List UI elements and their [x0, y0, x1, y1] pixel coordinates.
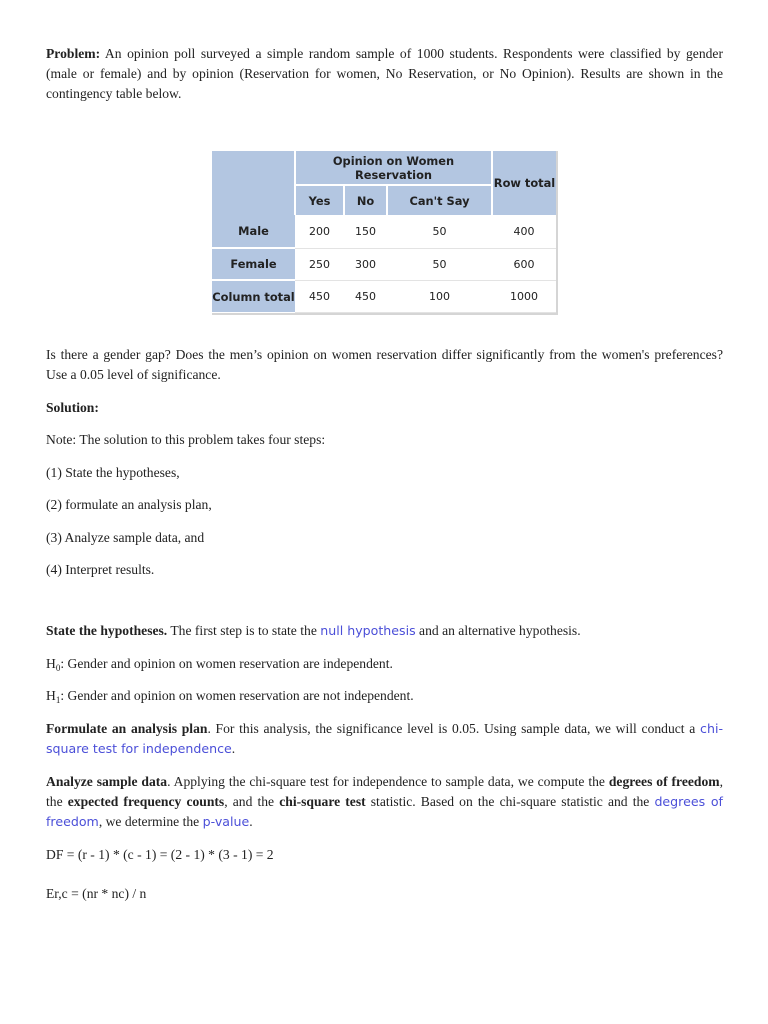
table-cell: 50	[387, 248, 492, 280]
step-item: (2) formulate an analysis plan,	[46, 497, 212, 512]
solution-label: Solution:	[46, 400, 99, 415]
table-cell: 150	[344, 215, 387, 248]
note-paragraph: Note: The solution to this problem takes four steps:	[46, 432, 326, 447]
p-value-link[interactable]: p-value	[202, 814, 250, 829]
column-header-no: No	[344, 185, 387, 215]
intro-text: An opinion poll surveyed a simple random sample of 1000 students. Respondents were classified by gender (male or female) and by opinion (Reservation for women, No Reservation, or No Opinion). Results are shown in the contingency table below.	[46, 46, 723, 101]
analyze-paragraph: Analyze sample data. Applying the chi-square test for independence to sample data, we compute the degrees of freedom, the expected frequency counts, and the chi-square test statistic. Based on the chi-square statistic and the degrees of freedom, we determine the p-value.	[46, 774, 723, 829]
row-total-cell: 1000	[492, 280, 556, 312]
group-header: Opinion on Women Reservation	[295, 151, 492, 185]
table-cell: 450	[295, 280, 344, 312]
row-label-column-total: Column total	[212, 280, 295, 312]
table-row	[212, 215, 556, 248]
h1-statement: $H_1$: Gender and opinion on women reservation are not independent.	[46, 688, 414, 705]
chi-square-test-link[interactable]: chi-square test for independence	[46, 721, 723, 756]
hypotheses-text: The first step is to state the	[167, 623, 321, 638]
analyze-label: Analyze sample data	[46, 774, 168, 789]
table-corner-cell	[212, 151, 295, 215]
row-total-cell: 400	[492, 215, 556, 248]
column-header-cant-say: Can't Say	[387, 185, 492, 215]
hypotheses-label: State the hypotheses.	[46, 623, 168, 638]
hypotheses-text-after: and an alternative hypothesis.	[415, 623, 581, 638]
row-total-cell: 600	[492, 248, 556, 280]
intro-paragraph	[46, 44, 723, 104]
plan-paragraph: Formulate an analysis plan. For this analysis, the significance level is 0.05. Using sample data, we will conduct a chi-square test for independence.	[46, 721, 723, 756]
row-label-female: Female	[212, 248, 295, 280]
table-cell: 100	[387, 280, 492, 312]
table-cell: 200	[295, 215, 344, 248]
table-cell: 300	[344, 248, 387, 280]
degrees-of-freedom-link[interactable]: degrees of freedom	[46, 794, 723, 829]
intro-label: Problem:	[46, 46, 101, 61]
table-row	[212, 248, 556, 280]
row-label-male: Male	[212, 215, 295, 248]
row-total-header: Row total	[492, 151, 556, 215]
table-cell: 450	[344, 280, 387, 312]
column-header-yes: Yes	[295, 185, 344, 215]
table-row	[212, 280, 556, 312]
plan-text: . For this analysis, the significance level is 0.05. Using sample data, we will conduct a	[207, 721, 701, 736]
step-item: (3) Analyze sample data, and	[46, 530, 205, 545]
h0-statement: $H_0$: Gender and opinion on women reservation are independent.	[46, 656, 393, 673]
df-formula: DF = (r - 1) * (c - 1) = (2 - 1) * (3 - 1) = 2	[46, 847, 274, 862]
step-item: (4) Interpret results.	[46, 562, 155, 577]
plan-label: Formulate an analysis plan	[46, 721, 208, 736]
step-item: (1) State the hypotheses,	[46, 465, 180, 480]
table-cell: 250	[295, 248, 344, 280]
er-formula: Er,c = (nr * nc) / n	[46, 886, 147, 901]
hypotheses-paragraph	[46, 621, 723, 641]
contingency-table	[212, 151, 558, 315]
null-hypothesis-link[interactable]: null hypothesis	[320, 623, 416, 638]
question-paragraph: Is there a gender gap? Does the men’s opinion on women reservation differ significantly from the women's preferences? Use a 0.05 level of significance.	[46, 347, 723, 382]
table-cell: 50	[387, 215, 492, 248]
